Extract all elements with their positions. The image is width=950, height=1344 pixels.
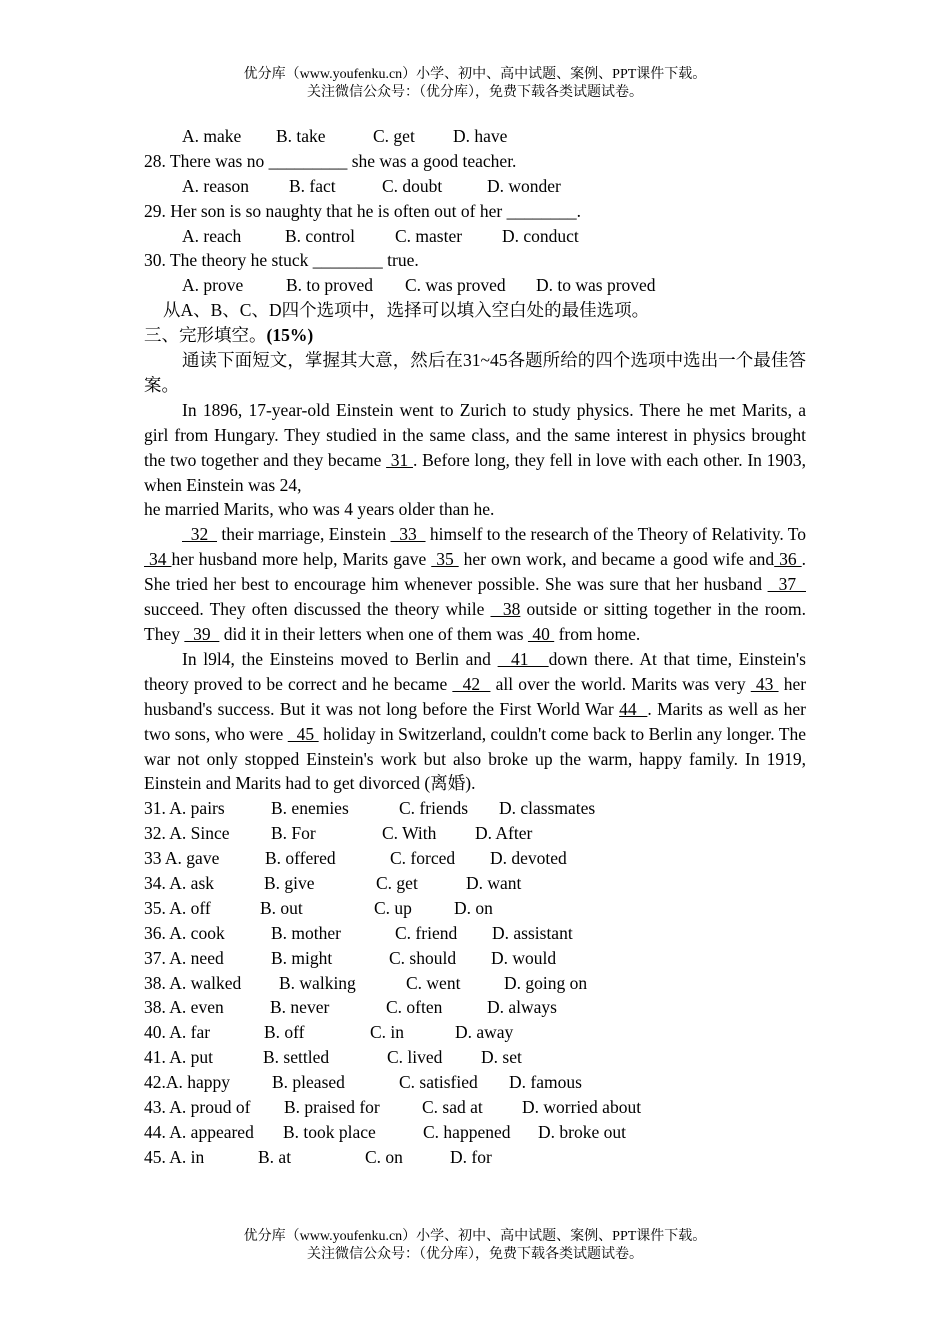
page-header <box>0 66 950 102</box>
q29-options: A. reach B. control C. master D. conduct <box>182 225 579 246</box>
passage-paragraph-1-end: he married Marits, who was 4 years older than he. <box>144 499 495 520</box>
question-34: 34. A. ask B. give C. get D. want <box>144 872 522 893</box>
question-37: 37. A. need B. might C. should D. would <box>144 947 557 968</box>
blank-32: 32 <box>182 524 218 545</box>
q28-options: A. reason B. fact C. doubt D. wonder <box>182 175 561 196</box>
q30-stem: 30. The theory he stuck ________ true. <box>144 250 419 271</box>
question-44: 44. A. appeared B. took place C. happened D. broke out <box>144 1121 626 1142</box>
section3-title: 三、完形填空。(15%) <box>144 325 314 346</box>
passage-paragraph-2: 32 their marriage, Einstein 33 himself to the research of the Theory of Relativity. To 34 her husband more help, Marits gave 35 her own work, and became a good wife and 36 . She tried her best to encourage him whenever possible. She was sure that her husband 37 succeed. They often discussed the theory while 38 outside or sitting together in the room. They 39 did it in their letters when one of them was 40 from home. <box>144 524 807 644</box>
blank-41: 41 <box>497 648 549 669</box>
blank-45: 45 <box>287 723 319 744</box>
question-38a: 38. A. walked B. walking C. went D. going on <box>144 972 588 993</box>
question-42: 42.A. happy B. pleased C. satisfied D. famous <box>144 1072 582 1093</box>
question-31: 31. A. pairs B. enemies C. friends D. classmates <box>144 798 596 819</box>
footer-line-1: 优分库（www.youfenku.cn）小学、初中、高中试题、案例、PPT课件下载。 <box>243 1229 707 1244</box>
blank-36: 36 <box>774 549 802 570</box>
blank-35: 35 <box>431 549 459 570</box>
exam-content <box>144 124 806 1170</box>
header-line-1: 优分库（www.youfenku.cn）小学、初中、高中试题、案例、PPT课件下载。 <box>243 67 707 82</box>
question-32: 32. A. Since B. For C. With D. After <box>144 823 533 844</box>
blank-40: 40 <box>527 623 555 644</box>
q30-options: A. prove B. to proved C. was proved D. to was proved <box>182 275 656 296</box>
choice-instruction: 从A、B、C、D四个选项中，选择可以填入空白处的最佳选项。 <box>163 300 650 321</box>
blank-34: 34 <box>144 549 172 570</box>
page-footer <box>0 1228 950 1264</box>
question-45: 45. A. in B. at C. on D. for <box>144 1146 492 1167</box>
section3-instruction: 通读下面短文，掌握其大意，然后在31~45各题所给的四个选项中选出一个最佳答案。 <box>144 350 806 395</box>
question-43: 43. A. proud of B. praised for C. sad at D. worried about <box>144 1097 642 1117</box>
blank-44: 44 <box>619 698 648 719</box>
q29-stem: 29. Her son is so naughty that he is often out of her ________. <box>144 200 581 221</box>
q27-options: A. make B. take C. get D. have <box>182 126 508 146</box>
footer-line-2: 关注微信公众号：（优分库），免费下载各类试题试卷。 <box>307 1247 643 1262</box>
blank-31: 31 <box>386 449 414 470</box>
blank-38: 38 <box>490 599 521 620</box>
passage-paragraph-1: In 1896, 17-year-old Einstein went to Zurich to study physics. There he met Marits, a girl from Hungary. They studied in the same class, and the same interest in physics brought the two together and they became 31 . Before long, they fell in love with each other. In 1903, when Einstein was 24, <box>144 399 807 495</box>
passage-paragraph-3: In l9l4, the Einsteins moved to Berlin and 41 down there. At that time, Einstein's theory proved to be correct and he became 42 all over the world. Marits was very 43 her husband's success. But it was not long before the First World War 44 . Marits as well as her two sons, who were 45 holiday in Switzerland, couldn't come back to Berlin any longer. The war not only stopped Einstein's work but also broke up the warm, happy family. In 1919, Einstein and Marits had to get divorced (离婚). <box>144 648 807 794</box>
question-list <box>144 796 806 1169</box>
q28-stem: 28. There was no _________ she was a good teacher. <box>144 150 517 171</box>
blank-42: 42 <box>452 673 491 694</box>
question-36: 36. A. cook B. mother C. friend D. assistant <box>144 922 573 943</box>
blank-39: 39 <box>184 623 220 644</box>
blank-37: 37 <box>767 574 806 595</box>
question-35: 35. A. off B. out C. up D. on <box>144 897 493 918</box>
question-38b: 38. A. even B. never C. often D. always <box>144 997 557 1018</box>
question-41: 41. A. put B. settled C. lived D. set <box>144 1047 522 1068</box>
header-line-2: 关注微信公众号：（优分库），免费下载各类试题试卷。 <box>307 85 643 100</box>
question-33: 33 A. gave B. offered C. forced D. devoted <box>144 848 567 869</box>
blank-33: 33 <box>390 524 426 545</box>
blank-43: 43 <box>750 673 779 694</box>
question-40: 40. A. far B. off C. in D. away <box>144 1022 514 1043</box>
